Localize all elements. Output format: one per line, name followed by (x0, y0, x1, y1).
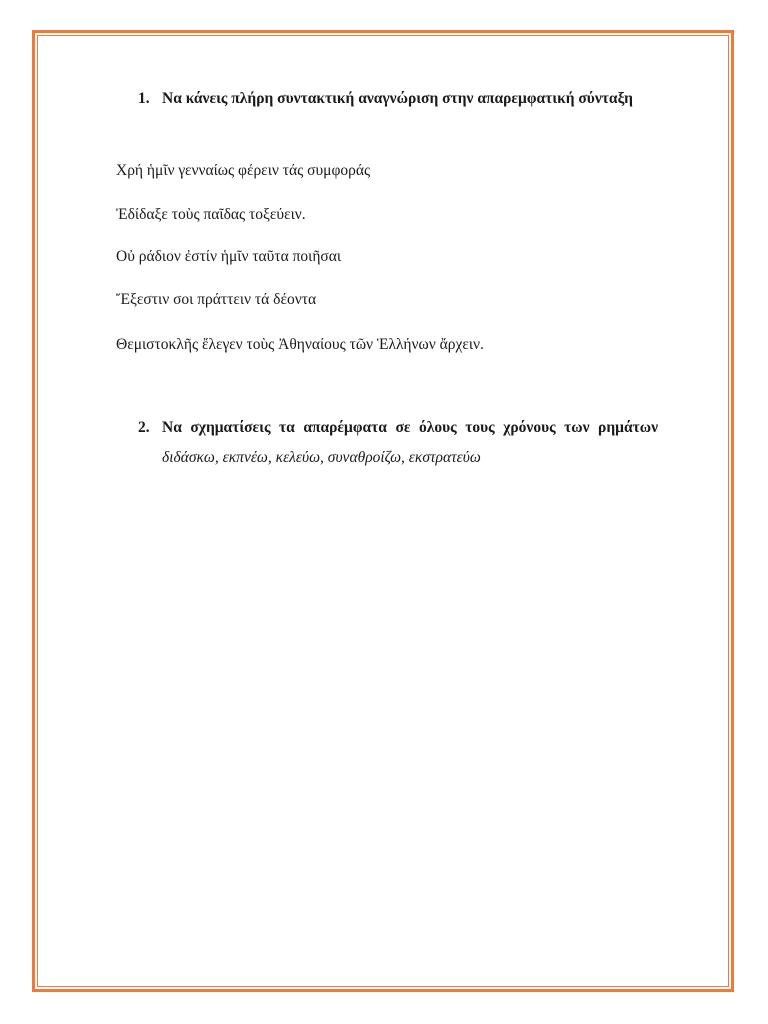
question-1-text: Να κάνεις πλήρη συντακτική αναγνώριση στην απαρεμφατική σύνταξη (162, 90, 633, 107)
question-1-number: 1. (138, 90, 150, 107)
sentence-5: Θεμιστοκλῆς ἔλεγεν τοὺς Ἀθηναίους τῶν Ἑλλήνων ἄρχειν. (116, 336, 484, 353)
sentence-1: Χρή ἡμῖν γενναίως φέρειν τάς συμφοράς (116, 162, 371, 179)
sentence-4: Ἔξεστιν σοι πράττειν τά δέοντα (116, 291, 317, 308)
question-2 (138, 413, 658, 473)
question-1 (138, 84, 658, 114)
question-2-verbs: διδάσκω, εκπνέω, κελεύω, συναθροίζω, εκστρατεύω (162, 449, 481, 466)
sentence-2: Ἐδίδαξε τοὺς παῖδας τοξεύειν. (116, 206, 306, 223)
question-2-text: Να σχηματίσεις τα απαρέμφατα σε όλους τους χρόνους των ρημάτων (162, 419, 658, 436)
question-2-number: 2. (138, 419, 150, 436)
sentence-3: Οὐ ράδιον ἐστίν ἡμῖν ταῦτα ποιῆσαι (116, 248, 342, 265)
question-2-body (162, 413, 658, 473)
